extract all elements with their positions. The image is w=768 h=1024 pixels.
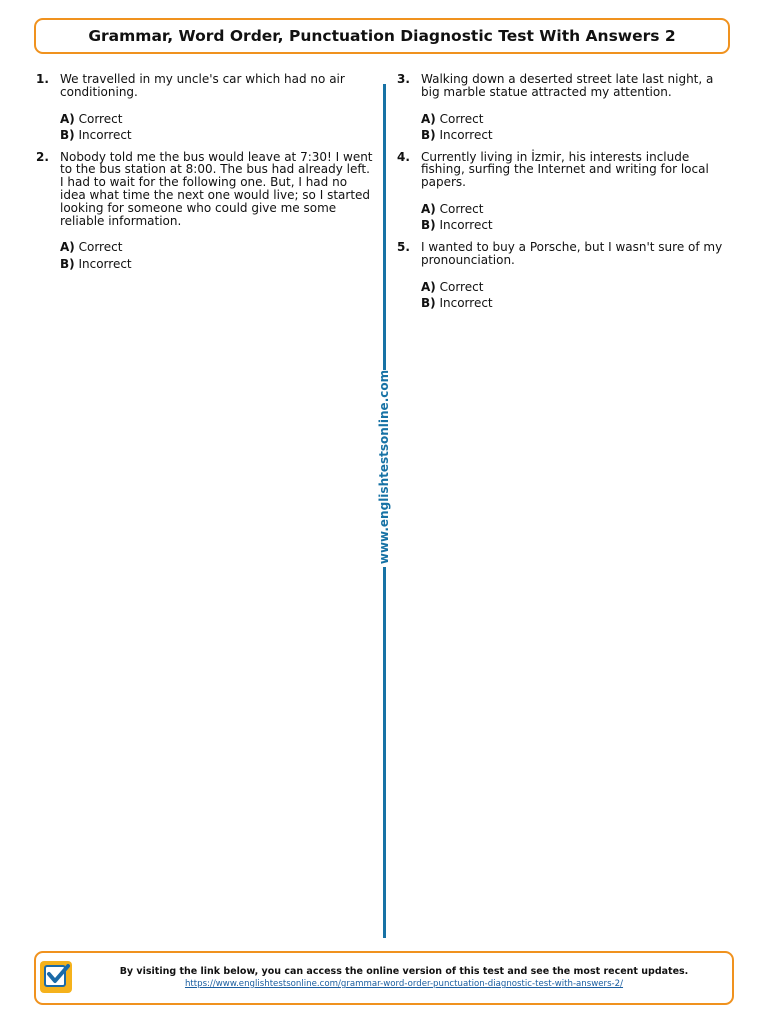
site-watermark: www.englishtestsonline.com: [377, 369, 391, 565]
footer-message: By visiting the link below, you can access the online version of this test and see the most recent updates.: [119, 966, 689, 977]
question-3: [397, 73, 732, 146]
option-a[interactable]: A) Correct: [60, 240, 123, 255]
question-5: [397, 241, 732, 314]
column-divider-bottom: [383, 567, 386, 938]
title-box: [34, 18, 730, 54]
column-divider-top: [383, 84, 386, 370]
question-4: [397, 151, 732, 236]
left-column: [36, 73, 376, 279]
checkbox-icon: [40, 961, 72, 993]
question-text: We travelled in my uncle's car which had no air conditioning.: [60, 72, 345, 99]
question-1: [36, 73, 376, 146]
option-b[interactable]: B) Incorrect: [421, 128, 493, 143]
footer-link[interactable]: https://www.englishtestsonline.com/grammar-word-order-punctuation-diagnostic-test-with-answers-2/: [184, 979, 624, 989]
question-number: 4.: [397, 149, 410, 164]
option-a[interactable]: A) Correct: [421, 111, 484, 126]
question-text: Walking down a deserted street late last night, a big marble statue attracted my attention.: [421, 72, 714, 99]
question-number: 2.: [36, 149, 49, 164]
question-text: I wanted to buy a Porsche, but I wasn't sure of my pronounciation.: [421, 239, 723, 267]
option-b[interactable]: B) Incorrect: [421, 296, 493, 311]
question-number: 5.: [397, 239, 410, 254]
question-2: [36, 151, 376, 275]
question-text: Currently living in İzmir, his interests include fishing, surfing the Internet and writing for local papers.: [421, 149, 709, 190]
question-number: 3.: [397, 72, 410, 86]
option-a[interactable]: A) Correct: [60, 111, 123, 126]
page-title: Grammar, Word Order, Punctuation Diagnostic Test With Answers 2: [88, 27, 676, 45]
footer-box: [34, 951, 734, 1005]
question-number: 1.: [36, 72, 49, 86]
option-b[interactable]: B) Incorrect: [421, 218, 493, 233]
option-b[interactable]: B) Incorrect: [60, 256, 132, 271]
right-column: [397, 73, 732, 319]
option-b[interactable]: B) Incorrect: [60, 128, 132, 143]
question-text: Nobody told me the bus would leave at 7:30! I went to the bus station at 8:00. The bus had already left. I had to wait for the following one. But, I had no idea what time the next one would live; so I started looking for someone who could give me some reliable information.: [60, 149, 373, 228]
option-a[interactable]: A) Correct: [421, 201, 484, 216]
option-a[interactable]: A) Correct: [421, 279, 484, 294]
